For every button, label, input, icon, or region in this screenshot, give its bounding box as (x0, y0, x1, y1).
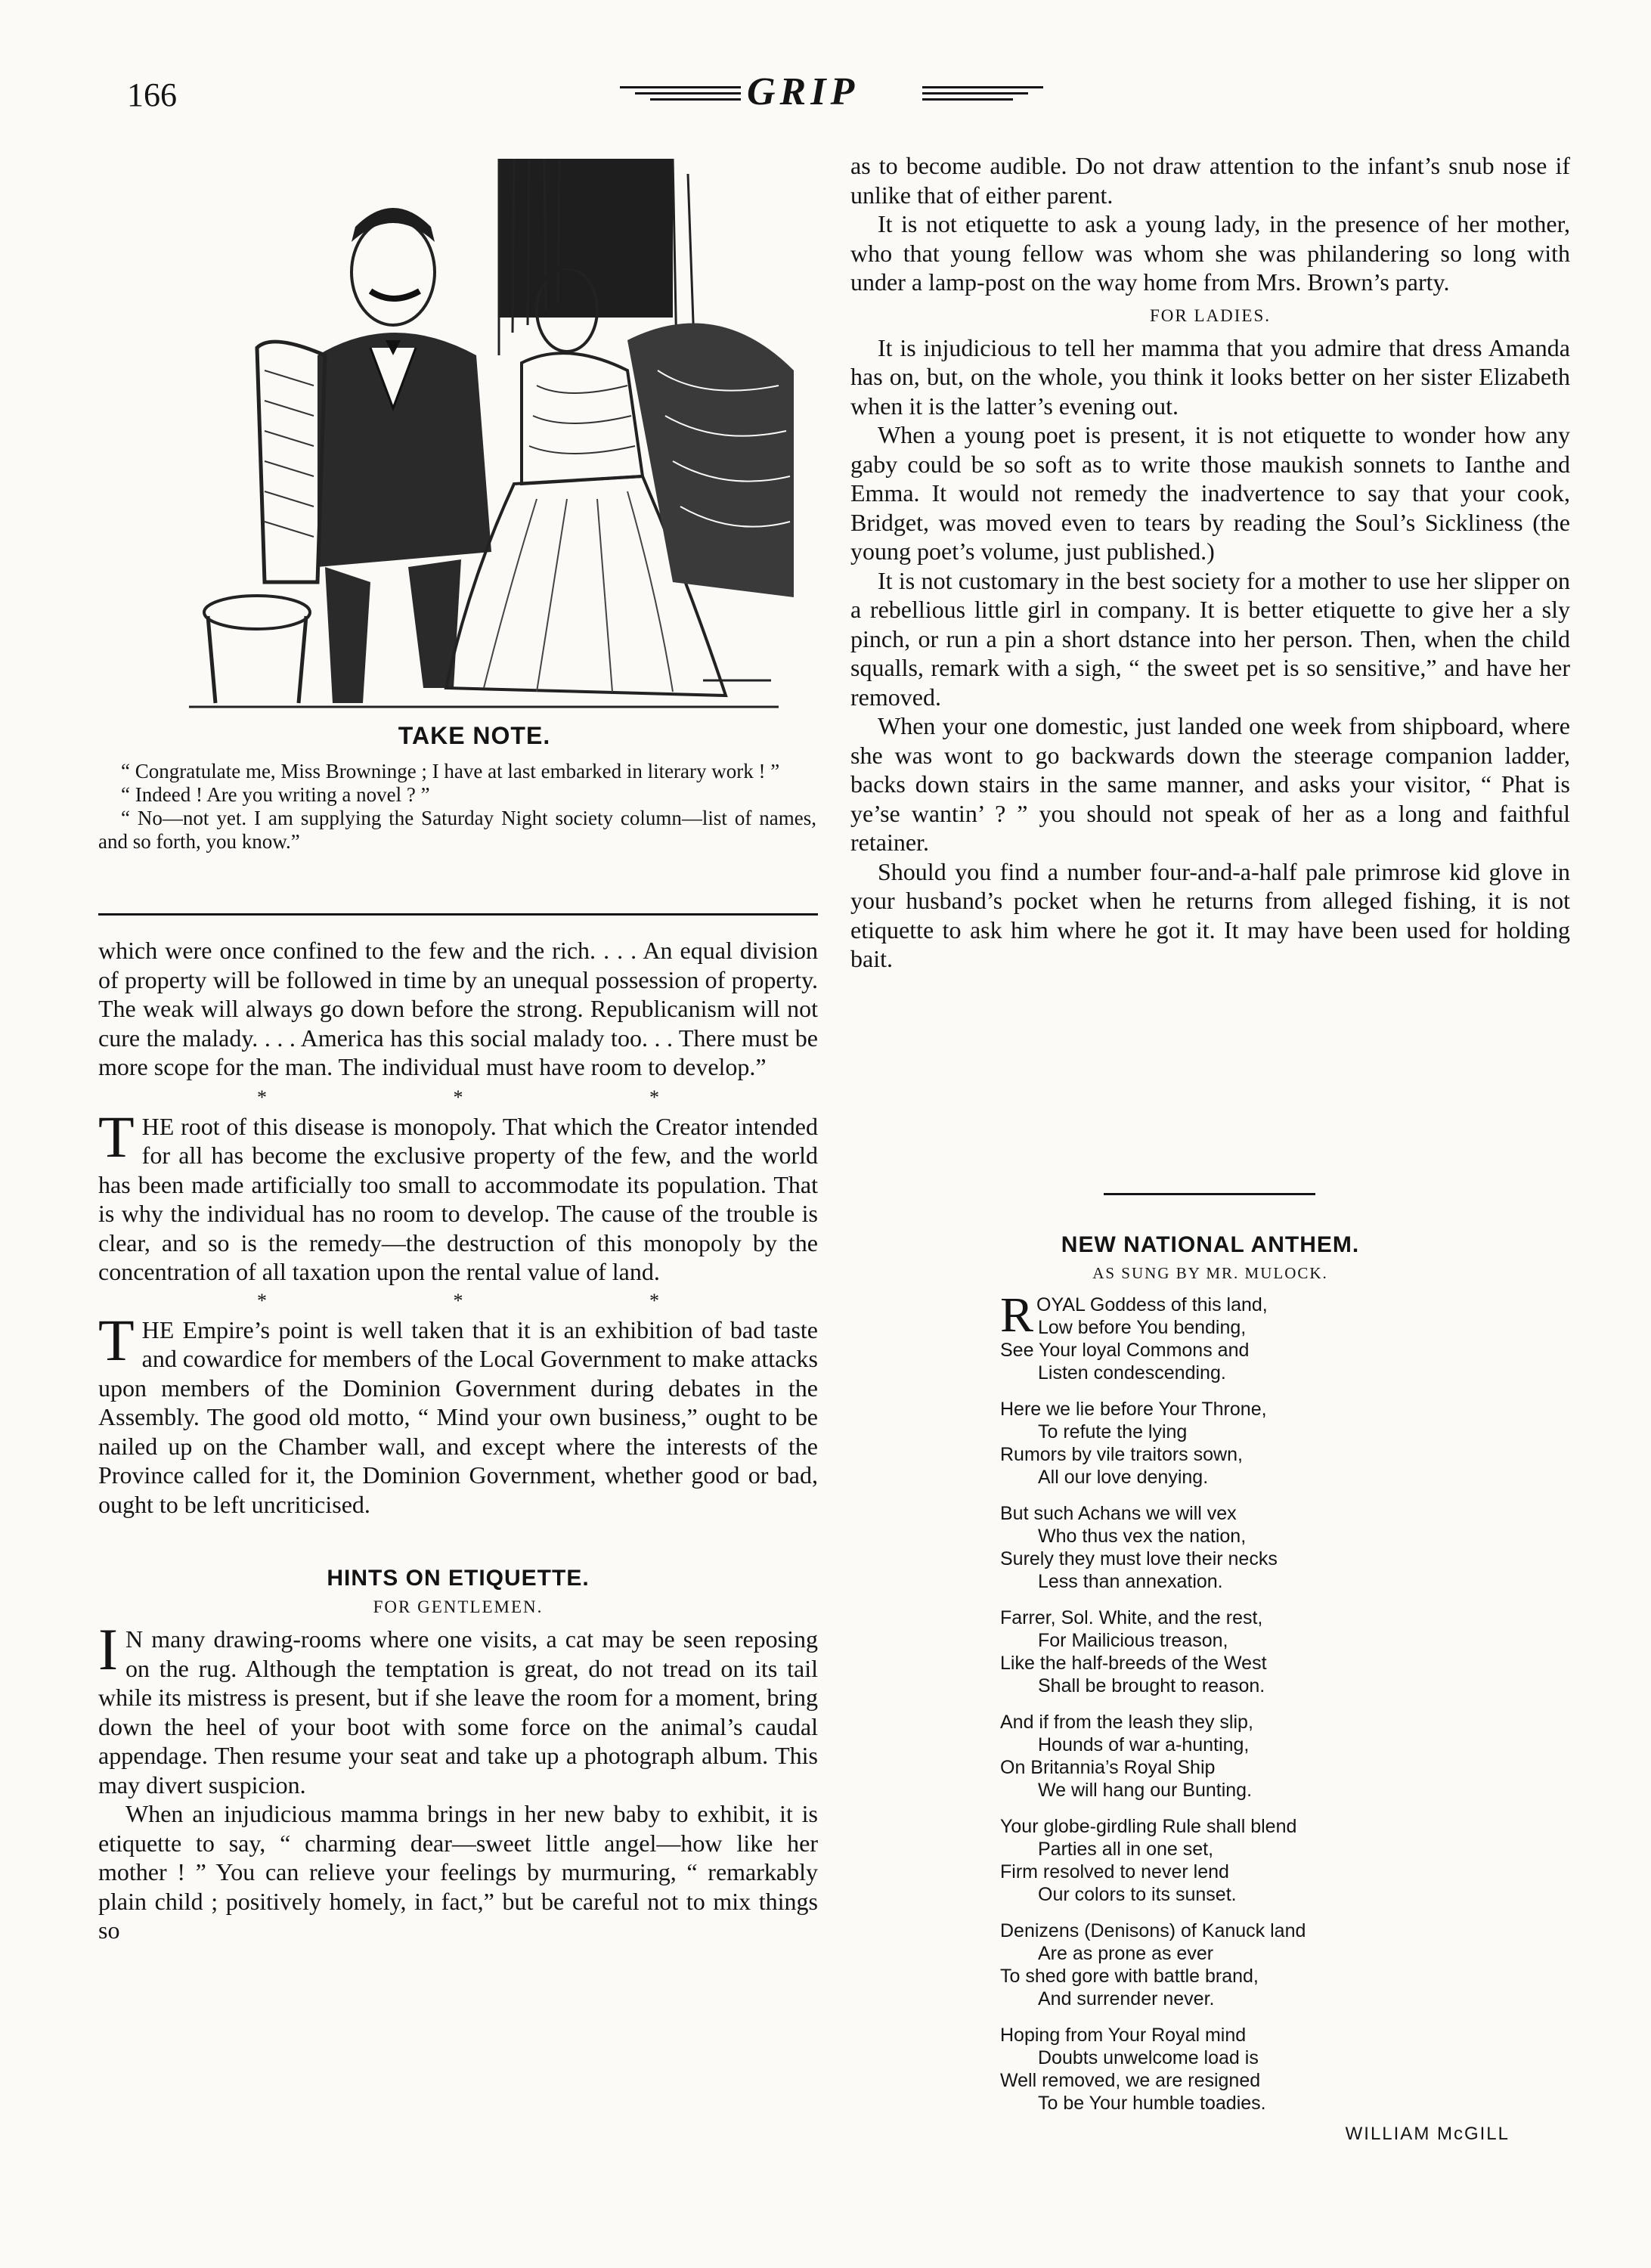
poem-line: To be Your humble toadies. (1038, 2093, 1266, 2114)
hints-title: HINTS ON ETIQUETTE. (327, 1566, 590, 1591)
anthem-poem (1000, 1287, 1484, 2115)
stanza (1000, 1502, 1484, 1593)
anthem (850, 1232, 1570, 2145)
anthem-title: NEW NATIONAL ANTHEM. (1061, 1232, 1360, 1257)
amanda-paragraph: It is injudicious to tell her mamma that you admire that dress Amanda has on, but, on the whole, you think it looks better on her sister Elizabeth when it is the latter’s evening out. (850, 333, 1570, 420)
caption-divider (98, 913, 818, 916)
poem-line: Low before You bending, (1038, 1317, 1247, 1338)
right-continuation: as to become audible. Do not draw attention to the infant’s snub nose if unlike that of either parent. (850, 152, 1570, 209)
anthem-subtitle: AS SUNG BY MR. MULOCK. (1092, 1264, 1328, 1282)
stanza (1000, 1711, 1484, 1802)
section-stars-2: * * * (257, 1289, 750, 1312)
stanza (1000, 1287, 1484, 1384)
poem-line: Surely they must love their necks (1000, 1548, 1278, 1569)
illustration-caption (98, 760, 816, 854)
glove-paragraph: Should you find a number four-and-a-half pale primrose kid glove in your husband’s pocket when he returns from alleged fishing, it is not etiquette to ask him where he got it. It may have been used for holding bait. (850, 857, 1570, 972)
stanza (1000, 1398, 1484, 1489)
domestic-paragraph: When your one domestic, just landed one week from shipboard, where she was wont to go backwards down the steerage companion ladder, backs down stairs in the same manner, and asks your visitor, “ Phat is ye’se wantin’ ? ” you should not speak of her as a long and faithful retainer. (850, 712, 1570, 856)
poem-line: And surrender never. (1038, 1988, 1215, 2009)
poem-line: Farrer, Sol. White, and the rest, (1000, 1607, 1263, 1628)
dropcap-t: T (98, 1103, 135, 1170)
stanza (1000, 1815, 1484, 1906)
anthem-divider (1104, 1193, 1315, 1195)
illustration (144, 159, 801, 726)
stanza (1000, 2024, 1484, 2115)
poem-line: And if from the leash they slip, (1000, 1712, 1253, 1733)
poem-line: Your globe-girdling Rule shall blend (1000, 1816, 1297, 1837)
poem-line: Hounds of war a-hunting, (1038, 1734, 1250, 1755)
masthead-title: GRIP (747, 70, 860, 113)
right-column (850, 151, 1570, 974)
monopoly-paragraph: THE root of this disease is monopoly. That which the Creator intended for all has become the exclusive property of the few, and the world has been made artificially too small to accommodate its population. That is why the individual has no room to develop. The cause of the trouble is clear, and so is the remedy—the destruction of this monopoly by the concentration of all taxation upon the rental value of land. (98, 1103, 818, 1285)
poem-line: Shall be brought to reason. (1038, 1675, 1265, 1696)
caption-line-3: “ No—not yet. I am supplying the Saturday Night society column—list of names, and so forth, you know.” (98, 807, 816, 853)
poem-line: Firm resolved to never lend (1000, 1861, 1229, 1882)
hints-subtitle: FOR GENTLEMEN. (373, 1597, 544, 1616)
poem-line: But such Achans we will vex (1000, 1503, 1237, 1524)
section-stars-1: * * * (257, 1086, 750, 1108)
page-number: 166 (127, 76, 177, 113)
poem-line: On Britannia’s Royal Ship (1000, 1757, 1216, 1778)
left-column (98, 936, 818, 1945)
signature: WILLIAM McGILL (1345, 2124, 1510, 2144)
poem-line: All our love denying. (1038, 1467, 1209, 1488)
lamppost-paragraph: It is not etiquette to ask a young lady, in the presence of her mother, who that young fellow was whom she was philandering so long with under a lamp-post on the way home from Mrs. Brown’s party. (850, 210, 1570, 296)
illustration-title: TAKE NOTE. (398, 722, 551, 749)
slipper-paragraph: It is not customary in the best society for a mother to use her slipper on a rebellious little girl in company. It is better etiquette to give her a sly pinch, or run a pin a short dstance into her person. Then, when the child squalls, remark with a sigh, “ the sweet pet is so sensitive,” and have her removed. (850, 566, 1570, 711)
dropcap-t: T (98, 1306, 135, 1373)
stanza (1000, 1606, 1484, 1697)
poem-line: See Your loyal Commons and (1000, 1340, 1250, 1361)
empire-paragraph: THE Empire’s point is well taken that it is an exhibition of bad taste and cowardice for members of the Local Government to make attacks upon members of the Dominion Government during debates in the Assembly. The good old motto, “ Mind your own business,” ought to be nailed up on the Chamber wall, and except where the interests of the Province called for it, the Dominion Government, whether good or bad, ought to be left uncriticised. (98, 1306, 818, 1518)
poem-line: ROYAL Goddess of this land, (1000, 1287, 1268, 1343)
hints-paragraph-1: I N many drawing-rooms where one visits, a cat may be seen reposing on the rug. Although the temptation is great, do not tread on its tail while its mistress is present, but if she leave the room for a moment, bring down the heel of your boot with some force on the animal’s caudal appendage. Then resume your seat and take up a photograph album. This may divert suspicion. (98, 1616, 818, 1799)
poem-line: Here we lie before Your Throne, (1000, 1399, 1267, 1420)
ladies-subtitle: FOR LADIES. (1149, 305, 1271, 325)
poem-line: Denizens (Denisons) of Kanuck land (1000, 1920, 1306, 1941)
poem-line: Parties all in one set, (1038, 1839, 1214, 1860)
continuation-paragraph: which were once confined to the few and the rich. . . . An equal division of property will be followed in time by an unequal possession of property. The weak will always go down before the strong. Republicanism will not cure the malady. . . . America has this social malady too. . . There must be more scope for the man. The individual must have room to develop.” (98, 937, 818, 1080)
poet-paragraph: When a young poet is present, it is not etiquette to wonder how any gaby could be so soft as to write those maukish sonnets to Ianthe and Emma. It would not remedy the inadvertence to say that your cook, Bridget, was moved even to tears by reading the Soul’s Sickliness (the young poet’s volume, just published.) (850, 421, 1570, 565)
engraving-image (144, 159, 801, 726)
stanza (1000, 1919, 1484, 2010)
poem-line: Hoping from Your Royal mind (1000, 2025, 1247, 2046)
hints-paragraph-2: When an injudicious mamma brings in her new baby to exhibit, it is etiquette to say, “ charming dear—sweet little angel—how like her mother ! ” You can relieve your feelings by murmuring, “ remarkably plain child ; positively homely, in fact,” but be careful not to mix things so (98, 1800, 818, 1944)
poem-line: Doubts unwelcome load is (1038, 2047, 1259, 2068)
dropcap-r: R (1000, 1287, 1034, 1343)
poem-line: Well removed, we are resigned (1000, 2070, 1261, 2091)
poem-line: To shed gore with battle brand, (1000, 1966, 1259, 1987)
caption-line-1: “ Congratulate me, Miss Browninge ; I have at last embarked in literary work ! ” (121, 760, 780, 782)
poem-line: Listen condescending. (1038, 1362, 1226, 1383)
poem-line: Who thus vex the nation, (1038, 1526, 1247, 1547)
masthead (620, 70, 1089, 115)
dropcap-i: I (98, 1616, 118, 1682)
poem-line: Rumors by vile traitors sown, (1000, 1444, 1243, 1465)
poem-line: Are as prone as ever (1038, 1943, 1214, 1964)
poem-line: Less than annexation. (1038, 1571, 1223, 1592)
caption-line-2: “ Indeed ! Are you writing a novel ? ” (121, 783, 430, 806)
poem-line: Like the half-breeds of the West (1000, 1653, 1267, 1674)
poem-line: For Mailicious treason, (1038, 1630, 1228, 1651)
poem-line: To refute the lying (1038, 1421, 1188, 1442)
poem-line: Our colors to its sunset. (1038, 1884, 1237, 1905)
poem-line: We will hang our Bunting. (1038, 1780, 1253, 1801)
